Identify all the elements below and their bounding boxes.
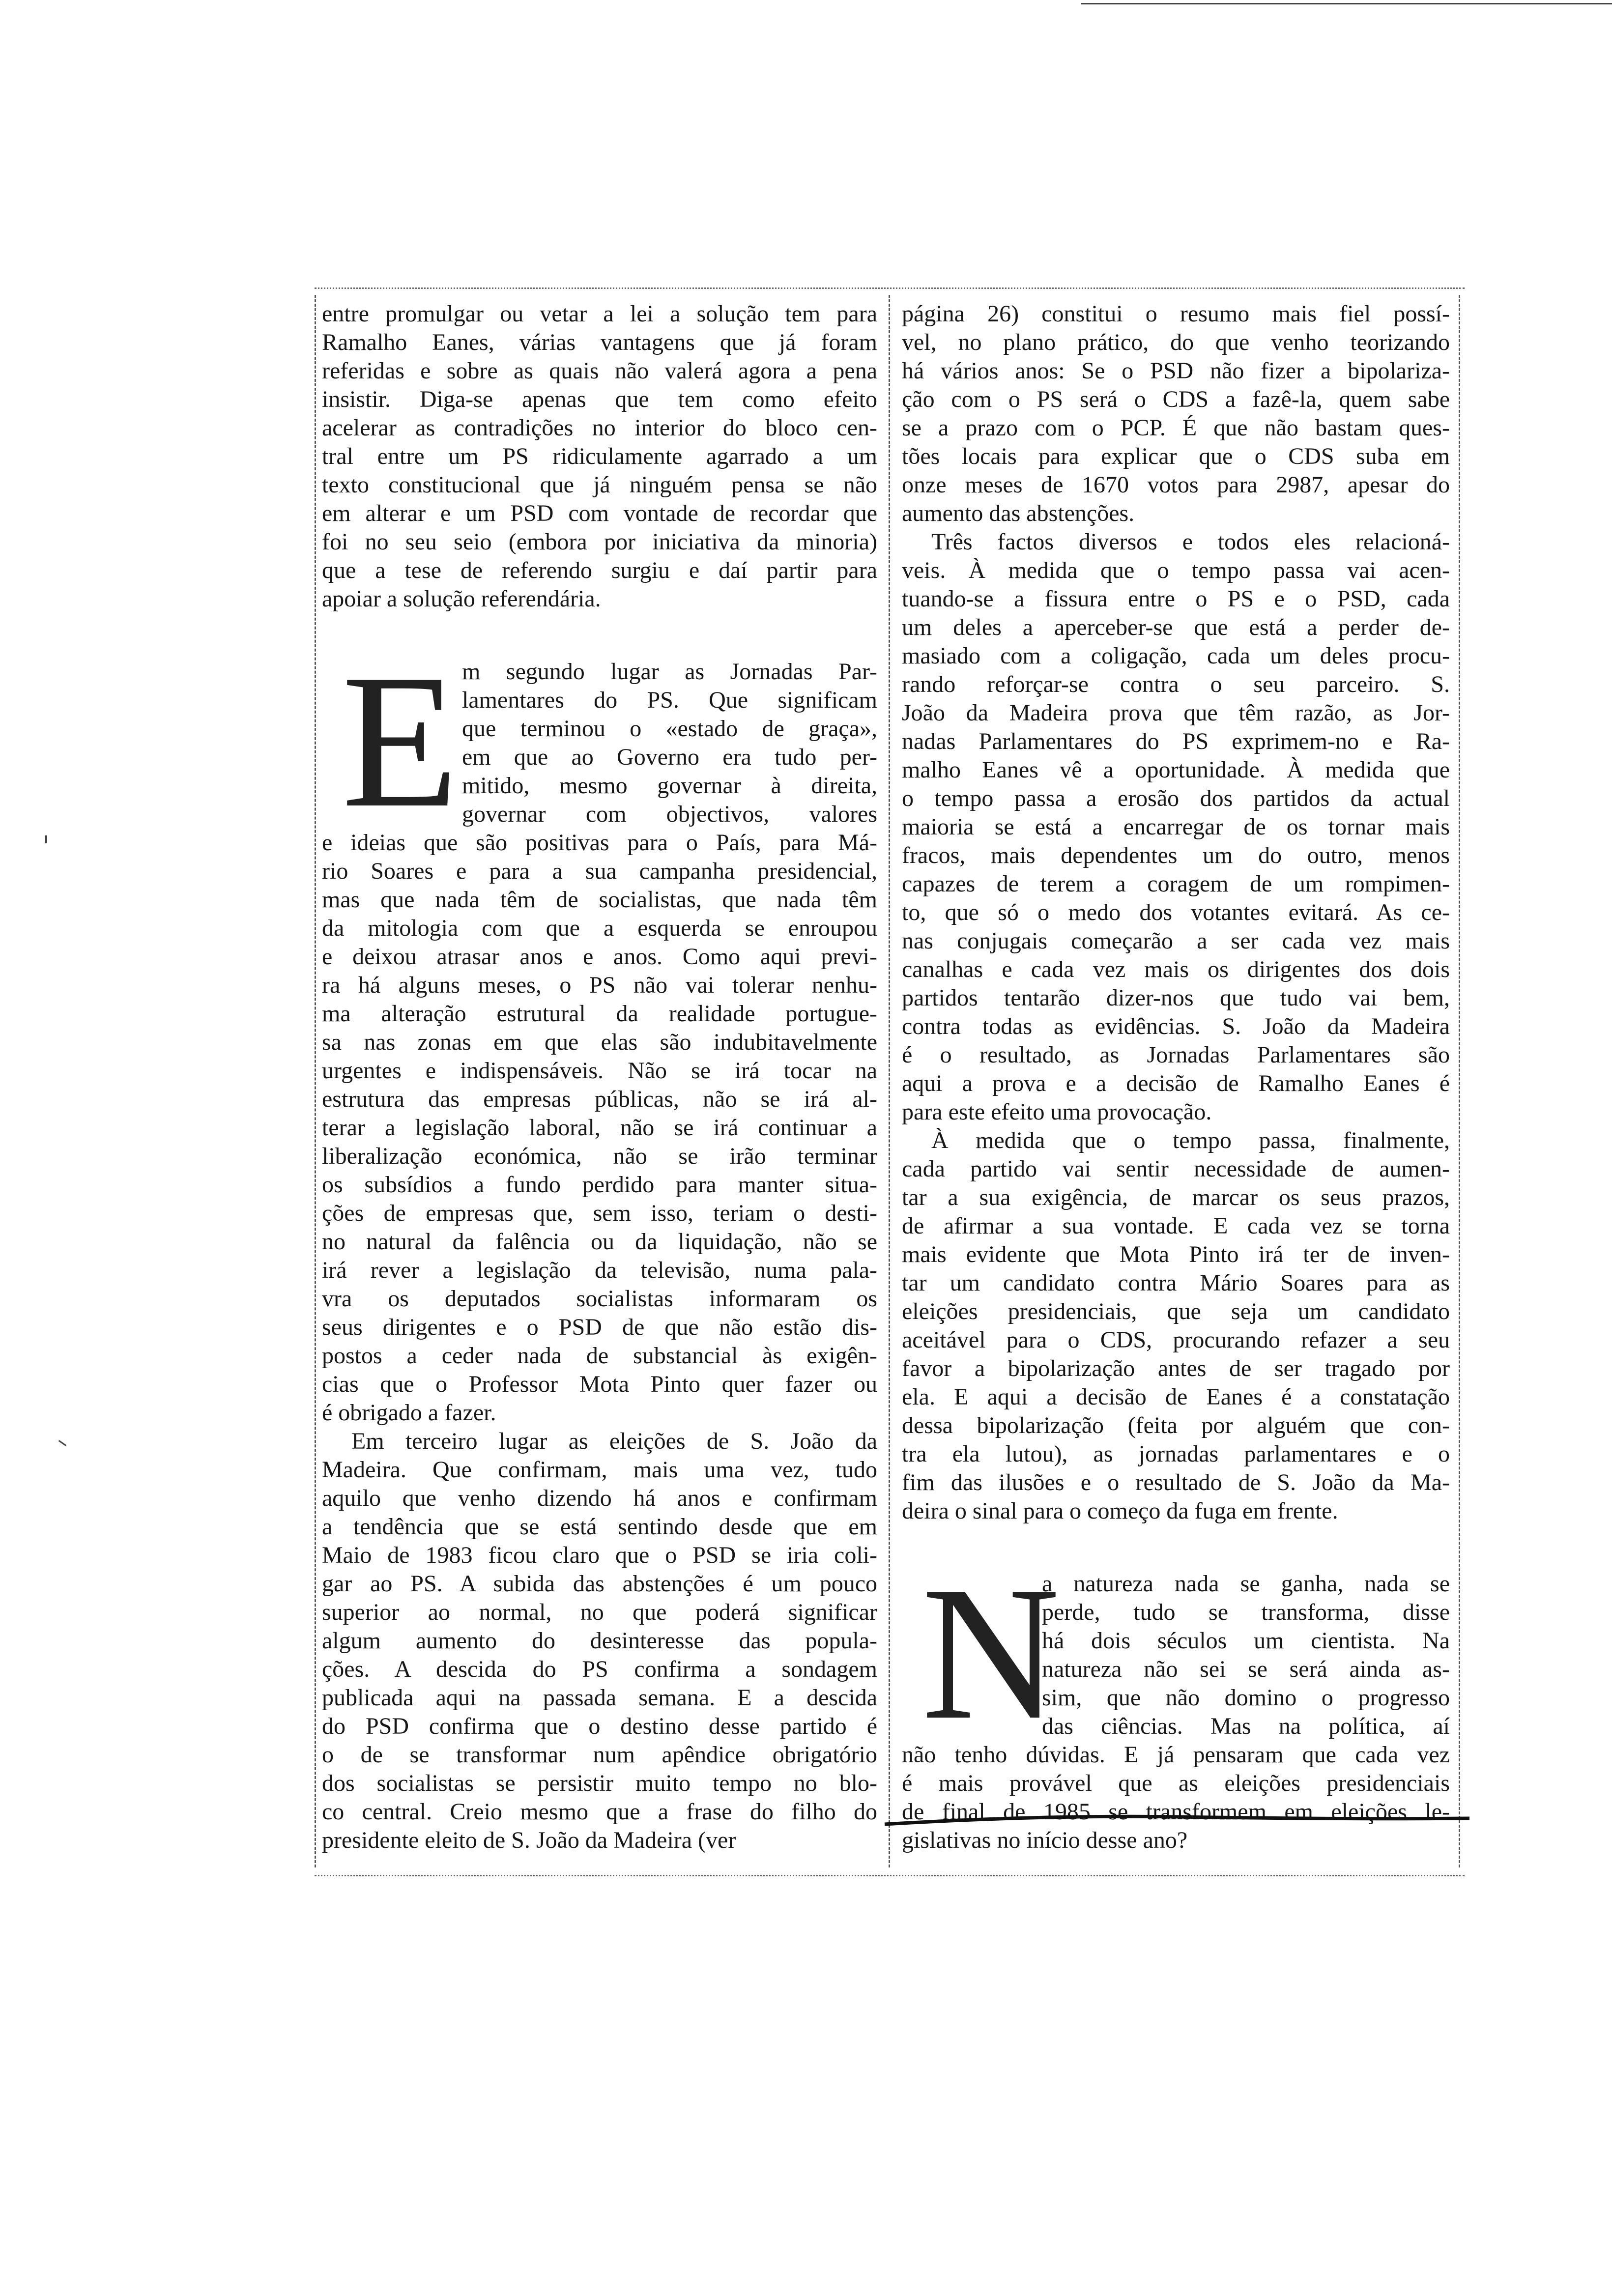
text-line: mitido, mesmo governar à direita, bbox=[462, 773, 877, 799]
text-line: rando reforçar-se contra o seu parceiro. S. bbox=[902, 671, 1450, 697]
text-line: sim, que não domino o progresso bbox=[1042, 1685, 1450, 1711]
text-line: partidos tentarão dizer-nos que tudo vai bem, bbox=[902, 985, 1450, 1011]
text-line: aceitável para o CDS, procurando refazer a seu bbox=[902, 1327, 1450, 1353]
text-line: ção com o PS será o CDS a fazê-la, quem sabe bbox=[902, 386, 1450, 412]
text-line: nas conjugais começarão a ser cada vez mais bbox=[902, 928, 1450, 954]
text-line: João da Madeira prova que têm razão, as Jor- bbox=[902, 700, 1450, 726]
text-line: postos a ceder nada de substancial às exigên- bbox=[322, 1343, 877, 1369]
text-line: aquilo que venho dizendo há anos e confirmam bbox=[322, 1485, 877, 1511]
text-line: há dois séculos um cientista. Na bbox=[1042, 1628, 1450, 1654]
text-line: que a tese de referendo surgiu e daí partir para bbox=[322, 557, 877, 583]
text-line: tuando-se a fissura entre o PS e o PSD, cada bbox=[902, 586, 1450, 612]
text-line: fim das ilusões e o resultado de S. João da Ma- bbox=[902, 1469, 1450, 1495]
text-line: m segundo lugar as Jornadas Par- bbox=[462, 659, 877, 685]
text-line: no natural da falência ou da liquidação, não se bbox=[322, 1229, 877, 1255]
pen-stroke bbox=[885, 1816, 1469, 1824]
text-line: dessa bipolarização (feita por alguém que con- bbox=[902, 1412, 1450, 1438]
text-line: aumento das abstenções. bbox=[902, 500, 1135, 526]
text-line: perde, tudo se transforma, disse bbox=[1042, 1599, 1450, 1625]
text-line: do PSD confirma que o destino desse partido é bbox=[322, 1713, 877, 1739]
text-line: página 26) constitui o resumo mais fiel possí- bbox=[902, 301, 1450, 327]
text-line: a tendência que se está sentindo desde que em bbox=[322, 1514, 877, 1540]
text-line: de final de 1985 se transformem em eleições le- bbox=[902, 1799, 1450, 1825]
text-line: foi no seu seio (embora por iniciativa da minoria) bbox=[322, 529, 877, 555]
text-line: acelerar as contradições no interior do bloco cen- bbox=[322, 415, 877, 441]
text-line: o de se transformar num apêndice obrigatório bbox=[322, 1742, 877, 1768]
text-line: sa nas zonas em que elas são indubitavelmente bbox=[322, 1029, 877, 1055]
text-line: governar com objectivos, valores bbox=[462, 801, 877, 827]
text-line: tral entre um PS ridiculamente agarrado a um bbox=[322, 443, 877, 469]
text-line: em alterar e um PSD com vontade de recordar que bbox=[322, 500, 877, 526]
text-line: insistir. Diga-se apenas que tem como efeito bbox=[322, 386, 877, 412]
text-line: há vários anos: Se o PSD não fizer a bipolariza- bbox=[902, 358, 1450, 384]
text-line: co central. Creio mesmo que a frase do filho do bbox=[322, 1799, 877, 1825]
text-line: tra ela lutou), as jornadas parlamentares e o bbox=[902, 1441, 1450, 1467]
text-line: ra há alguns meses, o PS não vai tolerar nenhu- bbox=[322, 972, 877, 998]
text-line: onze meses de 1670 votos para 2987, apesar do bbox=[902, 472, 1450, 498]
text-line: vel, no plano prático, do que venho teorizando bbox=[902, 329, 1450, 355]
text-line: veis. À medida que o tempo passa vai acen- bbox=[902, 557, 1450, 583]
text-line: referidas e sobre as quais não valerá agora a pena bbox=[322, 358, 877, 384]
text-line: estrutura das empresas públicas, não se irá al- bbox=[322, 1086, 877, 1112]
text-line: favor a bipolarização antes de ser tragado por bbox=[902, 1355, 1450, 1381]
text-line: terar a legislação laboral, não se irá continuar a bbox=[322, 1115, 877, 1141]
text-line: entre promulgar ou vetar a lei a solução tem para bbox=[322, 301, 877, 327]
text-line: superior ao normal, no que poderá significar bbox=[322, 1599, 877, 1625]
text-line: malho Eanes vê a oportunidade. À medida que bbox=[902, 757, 1450, 783]
text-line: Em terceiro lugar as eleições de S. João da bbox=[351, 1428, 877, 1454]
text-line: em que ao Governo era tudo per- bbox=[462, 744, 877, 770]
text-line: das ciências. Mas na política, aí bbox=[1042, 1713, 1450, 1739]
text-line: natureza não sei se será ainda as- bbox=[1042, 1656, 1450, 1682]
text-line: ções. A descida do PS confirma a sondagem bbox=[322, 1656, 877, 1682]
text-line: a natureza nada se ganha, nada se bbox=[1042, 1571, 1450, 1597]
text-line: rio Soares e para a sua campanha presidencial, bbox=[322, 858, 877, 884]
text-line: gar ao PS. A subida das abstenções é um pouco bbox=[322, 1571, 877, 1597]
text-line: apoiar a solução referendária. bbox=[322, 586, 601, 612]
text-line: canalhas e cada vez mais os dirigentes dos dois bbox=[902, 956, 1450, 982]
text-line: seus dirigentes e o PSD de que não estão dis- bbox=[322, 1314, 877, 1340]
text-line: um deles a aperceber-se que está a perder de- bbox=[902, 614, 1450, 640]
text-line: to, que só o medo dos votantes evitará. As ce- bbox=[902, 899, 1450, 925]
text-line: eleições presidenciais, que seja um candidato bbox=[902, 1298, 1450, 1324]
text-line: gislativas no início desse ano? bbox=[902, 1827, 1188, 1853]
text-line: é o resultado, as Jornadas Parlamentares são bbox=[902, 1042, 1450, 1068]
text-line: ela. E aqui a decisão de Eanes é a constatação bbox=[902, 1384, 1450, 1410]
text-line: se a prazo com o PCP. É que não bastam ques- bbox=[902, 415, 1450, 441]
text-line: de afirmar a sua vontade. E cada vez se torna bbox=[902, 1213, 1450, 1239]
text-line: é obrigado a fazer. bbox=[322, 1400, 496, 1426]
text-line: os subsídios a fundo perdido para manter situa- bbox=[322, 1172, 877, 1198]
text-line: mais evidente que Mota Pinto irá ter de inven- bbox=[902, 1241, 1450, 1267]
text-line: deira o sinal para o começo da fuga em frente. bbox=[902, 1498, 1338, 1524]
text-line: algum aumento do desinteresse das popula- bbox=[322, 1628, 877, 1654]
text-line: fracos, mais dependentes um do outro, menos bbox=[902, 842, 1450, 868]
text-line: que terminou o «estado de graça», bbox=[462, 716, 877, 742]
text-line: capazes de terem a coragem de um rompimen- bbox=[902, 871, 1450, 897]
text-line: vra os deputados socialistas informaram os bbox=[322, 1286, 877, 1312]
text-line: mas que nada têm de socialistas, que nada têm bbox=[322, 887, 877, 913]
text-line: tar um candidato contra Mário Soares para as bbox=[902, 1270, 1450, 1296]
text-line: Madeira. Que confirmam, mais uma vez, tudo bbox=[322, 1457, 877, 1483]
text-line: maioria se está a encarregar de os tornar mais bbox=[902, 814, 1450, 840]
text-line: texto constitucional que já ninguém pensa se não bbox=[322, 472, 877, 498]
text-line: dos socialistas se persistir muito tempo no blo- bbox=[322, 1770, 877, 1796]
text-line: contra todas as evidências. S. João da Madeira bbox=[902, 1013, 1450, 1039]
text-line: presidente eleito de S. João da Madeira (ver bbox=[322, 1827, 736, 1853]
text-line: À medida que o tempo passa, finalmente, bbox=[931, 1127, 1450, 1153]
text-line: nadas Parlamentares do PS exprimem-no e Ra- bbox=[902, 728, 1450, 754]
text-line: o tempo passa a erosão dos partidos da actual bbox=[902, 785, 1450, 811]
text-line: e deixou atrasar anos e anos. Como aqui previ- bbox=[322, 944, 877, 970]
text-line: para este efeito uma provocação. bbox=[902, 1099, 1212, 1125]
text-line: tar a sua exigência, de marcar os seus prazos, bbox=[902, 1184, 1450, 1210]
text-line: não tenho dúvidas. E já pensaram que cada vez bbox=[902, 1742, 1450, 1768]
text-line: liberalização económica, não se irão terminar bbox=[322, 1143, 877, 1169]
text-line: urgentes e indispensáveis. Não se irá tocar na bbox=[322, 1058, 877, 1084]
text-line: ma alteração estrutural da realidade portugue- bbox=[322, 1001, 877, 1027]
text-line: tões locais para explicar que o CDS suba em bbox=[902, 443, 1450, 469]
text-line: masiado com a coligação, cada um deles procu- bbox=[902, 643, 1450, 669]
text-line: é mais provável que as eleições presidenciais bbox=[902, 1770, 1450, 1796]
drop-cap-letter: N bbox=[921, 1547, 1060, 1759]
text-line: da mitologia com que a esquerda se enroupou bbox=[322, 915, 877, 941]
text-line: e ideias que são positivas para o País, para Má- bbox=[322, 830, 877, 856]
text-line: publicada aqui na passada semana. E a descida bbox=[322, 1685, 877, 1711]
text-line: ções de empresas que, sem isso, teriam o desti- bbox=[322, 1200, 877, 1226]
text-line: aqui a prova e a decisão de Ramalho Eanes é bbox=[902, 1070, 1450, 1096]
text-line: lamentares do PS. Que significam bbox=[462, 687, 877, 713]
text-line: cada partido vai sentir necessidade de aumen- bbox=[902, 1156, 1450, 1182]
drop-cap-letter: E bbox=[342, 635, 459, 847]
text-line: Três factos diversos e todos eles relacioná- bbox=[931, 529, 1450, 555]
text-line: Ramalho Eanes, várias vantagens que já foram bbox=[322, 329, 877, 355]
text-line: irá rever a legislação da televisão, numa pala- bbox=[322, 1257, 877, 1283]
text-line: Maio de 1983 ficou claro que o PSD se iria coli- bbox=[322, 1542, 877, 1568]
text-line: cias que o Professor Mota Pinto quer fazer ou bbox=[322, 1371, 877, 1397]
